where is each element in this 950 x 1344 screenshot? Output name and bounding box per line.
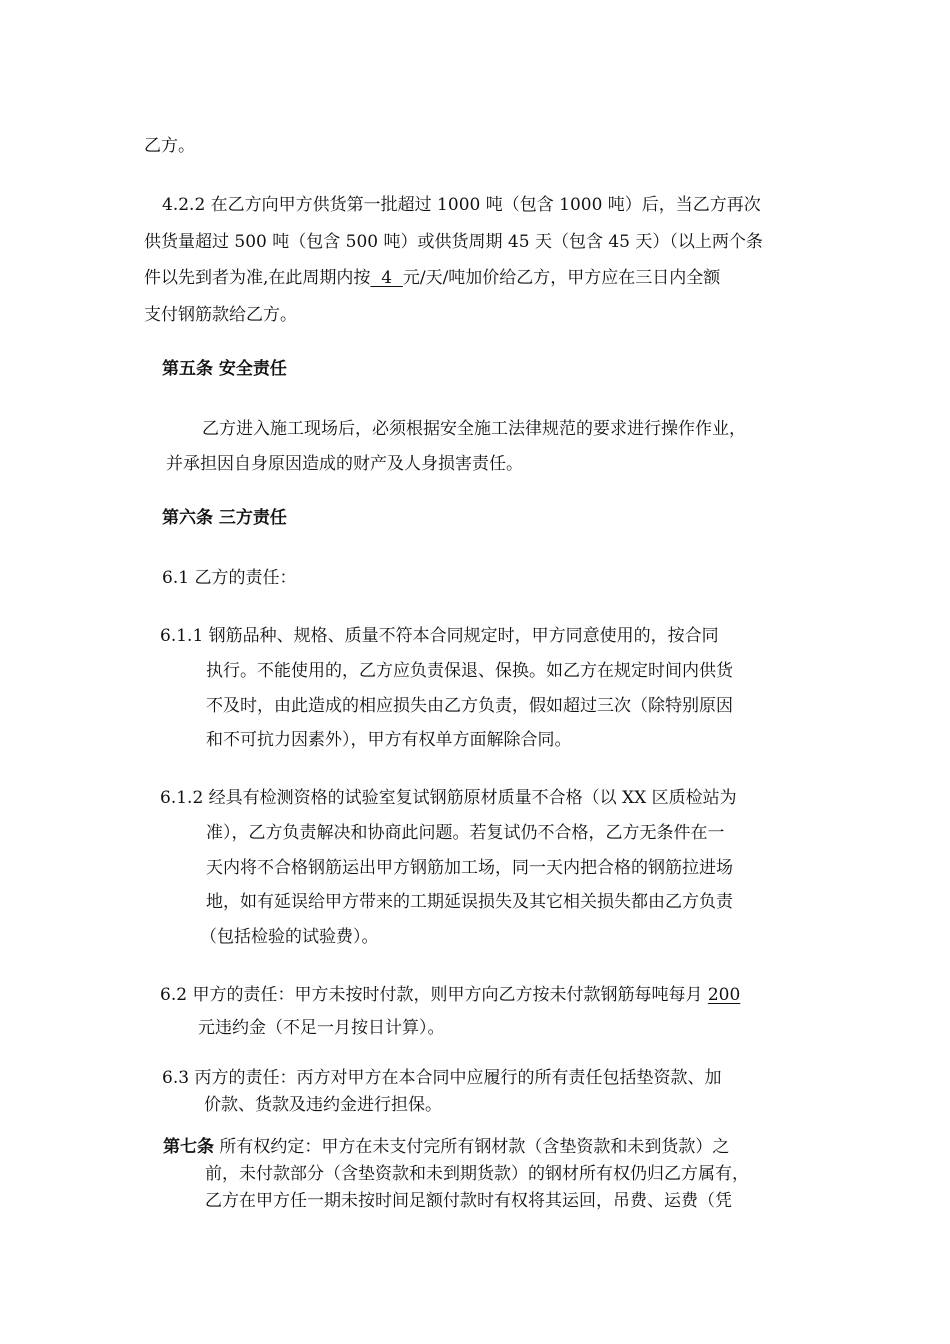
- clause-line: 天内将不合格钢筋运出甲方钢筋加工场，同一天内把合格的钢筋拉进场: [206, 858, 733, 878]
- clause-text: 6.2 甲方的责任：甲方未按时付款，则甲方向乙方按未付款钢筋每吨每月: [160, 985, 708, 1005]
- article-heading: 第七条: [163, 1137, 214, 1157]
- clause-line: 元违约金（不足一月按日计算）。: [198, 1018, 445, 1038]
- continuation-line: 乙方。: [144, 136, 195, 156]
- clause-line: 不及时，由此造成的相应损失由乙方负责，假如超过三次（除特别原因: [206, 696, 733, 716]
- article-heading: 第五条 安全责任: [162, 359, 287, 379]
- clause-line: 供货量超过 500 吨（包含 500 吨）或供货周期 45 天（包含 45 天）（以上两个条: [144, 232, 763, 252]
- clause-text: 件以先到者为准,在此周期内按: [144, 268, 371, 288]
- clause-line: （包括检验的试验费）。: [200, 927, 379, 947]
- clause-line: 6.1.1 钢筋品种、规格、质量不符本合同规定时，甲方同意使用的，按合同: [160, 626, 719, 646]
- clause-line: 4.2.2 在乙方向甲方供货第一批超过 1000 吨（包含 1000 吨）后，当乙方再次: [162, 195, 761, 215]
- clause-line: 准），乙方负责解决和协商此问题。若复试仍不合格，乙方无条件在一: [206, 823, 725, 843]
- clause-line: 前，未付款部分（含垫资款和未到期货款）的钢材所有权仍归乙方属有，: [205, 1164, 749, 1184]
- section-heading: 6.1 乙方的责任：: [162, 568, 297, 588]
- clause-line: 价款、货款及违约金进行担保。: [204, 1095, 442, 1115]
- clause-line: 地，如有延误给甲方带来的工期延误损失及其它相关损失都由乙方负责: [206, 892, 733, 912]
- penalty-amount-value: 200: [707, 985, 741, 1005]
- clause-text: 所有权约定：甲方在未支付完所有钢材款（含垫资款和未到货款）之: [214, 1137, 730, 1157]
- clause-line: 执行。不能使用的，乙方应负责保退、保换。如乙方在规定时间内供货: [206, 661, 733, 681]
- article-line: 并承担因自身原因造成的财产及人身损害责任。: [166, 454, 523, 474]
- clause-line: 6.1.2 经具有检测资格的试验室复试钢筋原材质量不合格（以 XX 区质检站为: [160, 788, 737, 808]
- markup-price-value: 4: [370, 268, 403, 288]
- clause-line: [144, 267, 720, 289]
- clause-line: 和不可抗力因素外），甲方有权单方面解除合同。: [206, 730, 572, 750]
- clause-text: 元/天/吨加价给乙方，甲方应在三日内全额: [402, 268, 721, 288]
- article-line: 乙方进入施工现场后，必须根据安全施工法律规范的要求进行操作作业，: [202, 419, 746, 439]
- clause-line: 6.3 丙方的责任：丙方对甲方在本合同中应履行的所有责任包括垫资款、加: [162, 1068, 722, 1088]
- article-heading: 第六条 三方责任: [162, 508, 287, 528]
- clause-line: [163, 1136, 729, 1158]
- clause-line: [160, 984, 740, 1006]
- clause-line: 乙方在甲方任一期未按时间足额付款时有权将其运回，吊费、运费（凭: [205, 1191, 732, 1211]
- clause-line: 支付钢筋款给乙方。: [144, 305, 297, 325]
